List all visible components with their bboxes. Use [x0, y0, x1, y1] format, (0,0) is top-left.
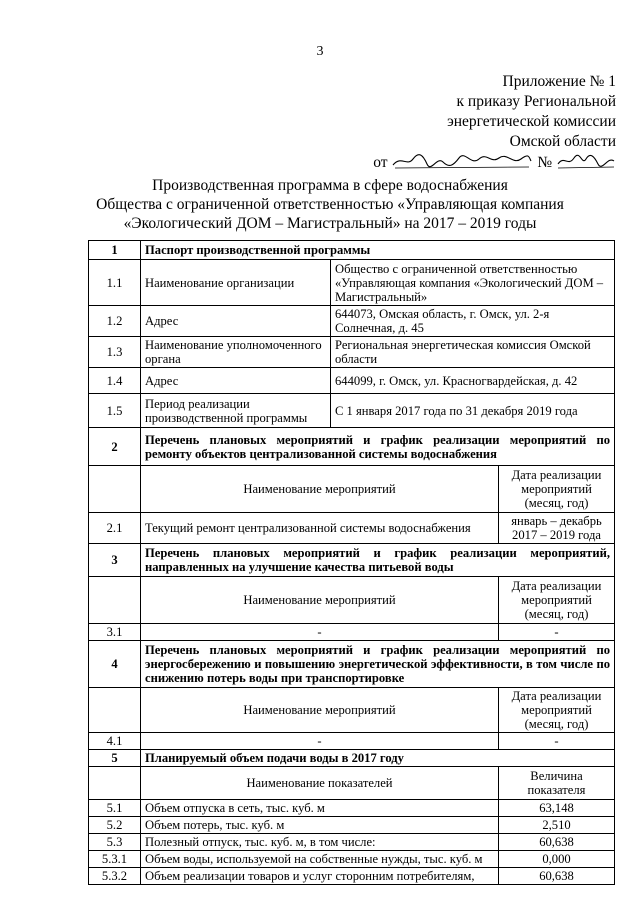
table-row [89, 306, 615, 337]
table-row [89, 337, 615, 368]
row-label: Наименование уполномоченного органа [141, 337, 331, 368]
row-name: Объем отпуска в сеть, тыс. куб. м [141, 800, 499, 817]
row-value: Региональная энергетическая комиссия Омской области [331, 337, 615, 368]
row-name: Текущий ремонт централизованной системы водоснабжения [141, 513, 499, 544]
row-value: 60,638 [499, 834, 615, 851]
row-number: 5.2 [89, 817, 141, 834]
section-3-header-row [89, 544, 615, 577]
section-2-title: Перечень плановых мероприятий и график реализации мероприятий по ремонту объектов централизованной системы водоснабжения [141, 428, 615, 466]
section-1-header-row [89, 241, 615, 260]
column-header-name: Наименование мероприятий [141, 577, 499, 624]
annex-line-3: энергетической комиссии [447, 113, 616, 130]
row-value: 2,510 [499, 817, 615, 834]
row-value: 60,638 [499, 868, 615, 885]
row-value: Общество с ограниченной ответственностью «Управляющая компания «Экологический ДОМ – Магистральный» [331, 260, 615, 306]
row-value: 63,148 [499, 800, 615, 817]
row-number: 1.4 [89, 368, 141, 394]
table-row [89, 513, 615, 544]
from-label: от [373, 154, 388, 171]
section-5-number: 5 [89, 750, 141, 767]
section-4-column-headers [89, 688, 615, 733]
row-number: 4.1 [89, 733, 141, 750]
production-program-table [88, 240, 615, 885]
row-number: 5.3 [89, 834, 141, 851]
row-name: Объем потерь, тыс. куб. м [141, 817, 499, 834]
empty-cell [89, 577, 141, 624]
row-number: 1.3 [89, 337, 141, 368]
row-number: 5.1 [89, 800, 141, 817]
row-number: 1.5 [89, 394, 141, 428]
row-date: - [499, 733, 615, 750]
section-3-title: Перечень плановых мероприятий и график реализации мероприятий, направленных на улучшение качества питьевой воды [141, 544, 615, 577]
row-label: Наименование организации [141, 260, 331, 306]
row-value: С 1 января 2017 года по 31 декабря 2019 года [331, 394, 615, 428]
annex-line-4: Омской области [509, 133, 616, 150]
column-header-date: Дата реализации мероприятий (месяц, год) [499, 577, 615, 624]
row-label: Период реализации производственной программы [141, 394, 331, 428]
row-number: 5.3.1 [89, 851, 141, 868]
table-row [89, 800, 615, 817]
row-value: 0,000 [499, 851, 615, 868]
row-value: 644099, г. Омск, ул. Красногвардейская, д. 42 [331, 368, 615, 394]
section-4-number: 4 [89, 641, 141, 688]
section-5-title: Планируемый объем подачи воды в 2017 году [141, 750, 615, 767]
row-number: 1.1 [89, 260, 141, 306]
empty-cell [89, 688, 141, 733]
section-5-column-headers [89, 767, 615, 800]
order-date-number-line [373, 152, 616, 173]
empty-cell [89, 466, 141, 513]
handwritten-date [391, 152, 533, 170]
table-row [89, 260, 615, 306]
heading-line-1: Производственная программа в сфере водоснабжения [152, 177, 508, 194]
table-row [89, 851, 615, 868]
annex-line-2: к приказу Региональной [456, 93, 616, 110]
page-number: 3 [316, 44, 324, 59]
heading-line-2: Общества с ограниченной ответственностью «Управляющая компания [96, 196, 564, 213]
section-1-title: Паспорт производственной программы [141, 241, 615, 260]
section-5-header-row [89, 750, 615, 767]
row-number: 3.1 [89, 624, 141, 641]
empty-cell [89, 767, 141, 800]
row-number: 1.2 [89, 306, 141, 337]
row-name: - [141, 733, 499, 750]
row-value: 644073, Омская область, г. Омск, ул. 2-я Солнечная, д. 45 [331, 306, 615, 337]
row-date: январь – декабрь 2017 – 2019 года [499, 513, 615, 544]
heading-line-3: «Экологический ДОМ – Магистральный» на 2017 – 2019 годы [123, 215, 537, 232]
table-row [89, 733, 615, 750]
section-2-header-row [89, 428, 615, 466]
section-2-column-headers [89, 466, 615, 513]
row-date: - [499, 624, 615, 641]
row-number: 5.3.2 [89, 868, 141, 885]
section-4-title: Перечень плановых мероприятий и график реализации мероприятий по энергосбережению и повышению энергетической эффективности, в том числе по снижению потерь воды при транспортировке [141, 641, 615, 688]
section-1-number: 1 [89, 241, 141, 260]
number-label: № [537, 154, 553, 171]
section-3-number: 3 [89, 544, 141, 577]
handwritten-number [556, 152, 616, 170]
row-label: Адрес [141, 368, 331, 394]
row-name: Объем реализации товаров и услуг сторонним потребителям, [141, 868, 499, 885]
section-3-column-headers [89, 577, 615, 624]
column-header-name: Наименование мероприятий [141, 466, 499, 513]
section-4-header-row [89, 641, 615, 688]
table-row [89, 368, 615, 394]
table-row [89, 817, 615, 834]
column-header-name: Наименование показателей [141, 767, 499, 800]
table-row [89, 868, 615, 885]
section-2-number: 2 [89, 428, 141, 466]
row-name: Полезный отпуск, тыс. куб. м, в том числе: [141, 834, 499, 851]
row-name: Объем воды, используемой на собственные нужды, тыс. куб. м [141, 851, 499, 868]
table-row [89, 834, 615, 851]
table-row [89, 394, 615, 428]
row-number: 2.1 [89, 513, 141, 544]
document-heading [60, 176, 600, 233]
table-row [89, 624, 615, 641]
column-header-name: Наименование мероприятий [141, 688, 499, 733]
column-header-value: Величина показателя [499, 767, 615, 800]
annex-line-1: Приложение № 1 [502, 73, 616, 90]
row-label: Адрес [141, 306, 331, 337]
annex-block [373, 72, 616, 173]
row-name: - [141, 624, 499, 641]
column-header-date: Дата реализации мероприятий (месяц, год) [499, 466, 615, 513]
column-header-date: Дата реализации мероприятий (месяц, год) [499, 688, 615, 733]
